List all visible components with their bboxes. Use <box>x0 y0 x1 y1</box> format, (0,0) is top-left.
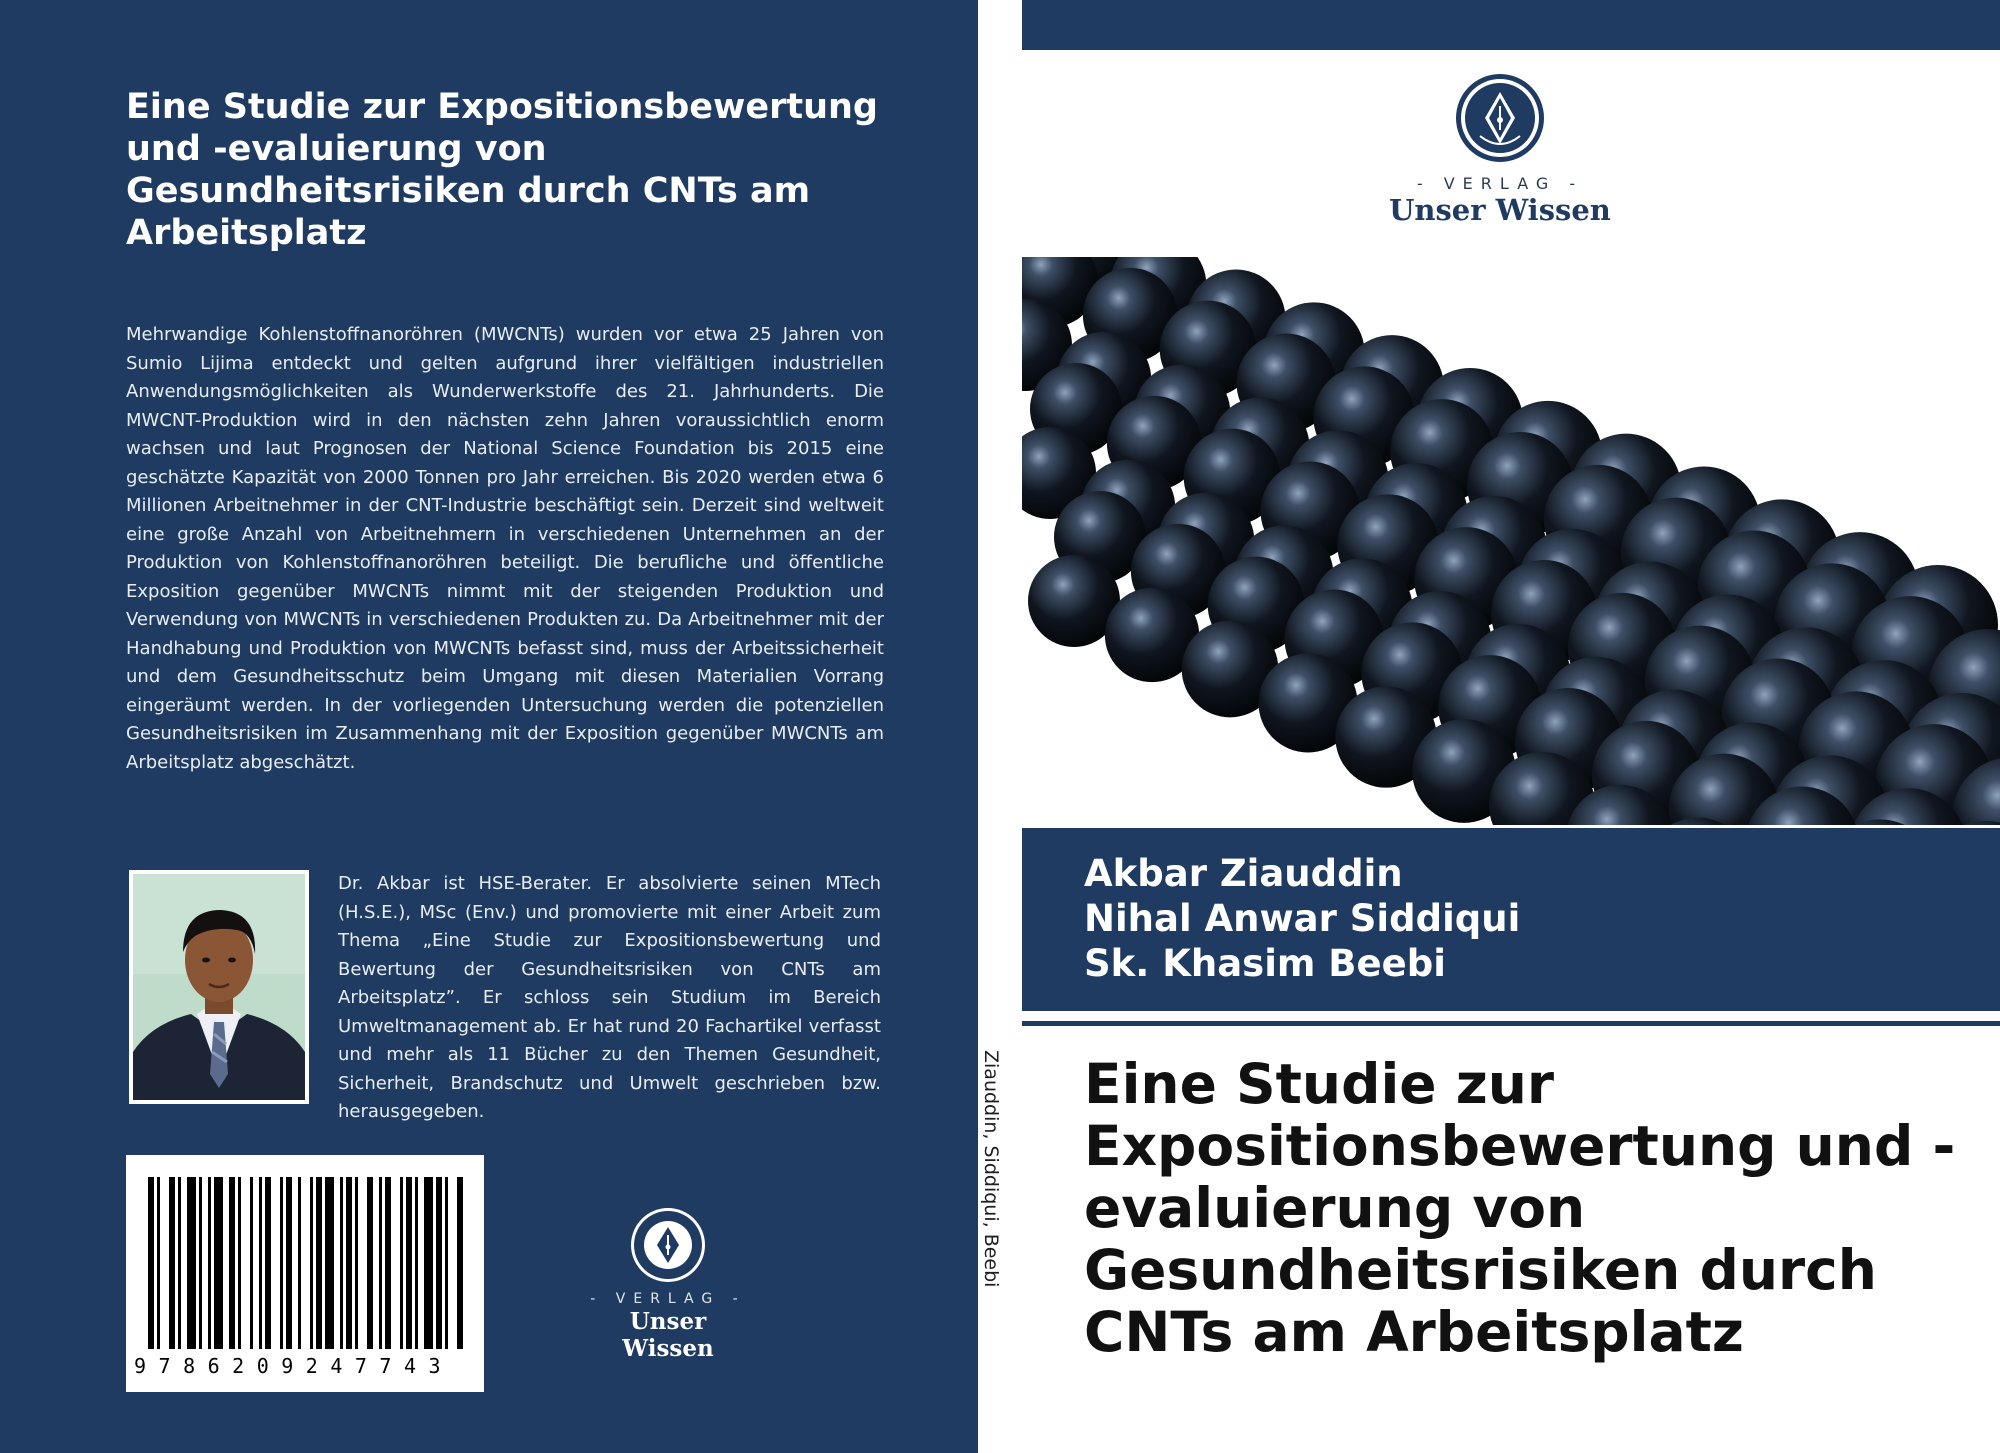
barcode-bar <box>445 1177 448 1349</box>
barcode-bar <box>250 1177 253 1349</box>
barcode-bar <box>367 1177 373 1349</box>
authors-band <box>1022 828 2000 1011</box>
back-publisher-logo <box>583 1205 753 1362</box>
barcode-bar <box>436 1177 442 1349</box>
author-name-3: Sk. Khasim Beebi <box>1084 942 1446 985</box>
back-logo-verlag: - VERLAG - <box>590 1291 746 1307</box>
front-logo-verlag: - VERLAG - <box>1416 174 1584 193</box>
barcode-bar <box>208 1177 211 1349</box>
back-cover <box>0 0 978 1453</box>
barcode-bar <box>385 1177 391 1349</box>
barcode-bar <box>406 1177 412 1349</box>
pen-nib-logo-icon <box>1380 72 1620 168</box>
divider-white <box>1022 1011 2000 1021</box>
isbn-barcode <box>126 1155 484 1392</box>
barcode-bar <box>355 1177 358 1349</box>
barcode-bar <box>379 1177 382 1349</box>
author-name-2: Nihal Anwar Siddiqui <box>1084 897 1521 940</box>
back-logo-name: Unser Wissen <box>622 1308 714 1362</box>
barcode-bar <box>400 1177 403 1349</box>
barcode-bar <box>214 1177 223 1349</box>
barcode-bar <box>280 1177 283 1349</box>
front-cover-title: Eine Studie zur Expositionsbewertung und -evaluierung von Gesundheitsrisiken durch CNTs am Arbeitsplatz <box>1084 1052 1956 1364</box>
barcode-bar <box>265 1177 271 1349</box>
barcode-bar <box>157 1177 160 1349</box>
back-cover-blurb: Mehrwandige Kohlenstoffnanoröhren (MWCNTs) wurden vor etwa 25 Jahren von Sumio Lijima entdeckt und gelten aufgrund ihrer vielfältigen industriellen Anwendungsmöglichkeiten als Wunderwerkstoffe des 21. Jahrhunderts. Die MWCNT-Produktion wird in den nächsten zehn Jahren voraussichtlich enorm wachsen und laut Prognosen der National Science Foundation bis 2015 eine geschätzte Kapazität von 2000 Tonnen pro Jahr erreichen. Bis 2020 werden etwa 6 Millionen Arbeitnehmer in der CNT-Industrie beschäftigt sein. Derzeit sind weltweit eine große Anzahl von Arbeitnehmern in verschiedenen Unternehmen an der Produktion von Kohlenstoffnanoröhren beteiligt. Die berufliche und öffentliche Exposition gegenüber MWCNTs nimmt mit der steigenden Produktion und Verwendung von MWCNTs in verschiedenen Produkten zu. Da Arbeitnehmer mit der Handhabung und Produktion von MWCNTs befasst sind, muss der Arbeitssicherheit und dem Gesundheitsschutz beim Umgang mit diesen Materialien Vorrang eingeräumt werden. In der vorliegenden Untersuchung werden die potenziellen Gesundheitsrisiken im Zusammenhang mit der Exposition gegenüber MWCNTs am Arbeitsplatz abgeschätzt. <box>126 324 884 773</box>
barcode-bar <box>148 1177 154 1349</box>
barcode-bar <box>229 1177 235 1349</box>
barcode-bar <box>316 1177 322 1349</box>
barcode-bar <box>187 1177 196 1349</box>
barcode-bar <box>325 1177 334 1349</box>
barcode-bar <box>346 1177 352 1349</box>
author-name-1: Akbar Ziauddin <box>1084 852 1403 895</box>
nanotube-spheres <box>1022 257 2000 825</box>
barcode-bar <box>238 1177 241 1349</box>
barcode-bar <box>178 1177 181 1349</box>
barcode-bar <box>259 1177 262 1349</box>
front-top-bar <box>1022 0 2000 50</box>
carbon-nanotube-illustration <box>1022 257 2000 825</box>
back-cover-title: Eine Studie zur Expositionsbewertung und -evaluierung von Gesundheitsrisiken durch CNTs am Arbeitsplatz <box>126 87 878 253</box>
spine-authors: Ziauddin, Siddiqui, Beebi <box>980 1050 1002 1288</box>
barcode-bar <box>199 1177 202 1349</box>
barcode-bars <box>126 1155 484 1355</box>
front-publisher-logo <box>1380 72 1620 227</box>
barcode-bar <box>286 1177 292 1349</box>
barcode-bar <box>457 1177 463 1349</box>
pen-nib-logo-icon <box>583 1205 753 1285</box>
divider-navy <box>1022 1021 2000 1026</box>
barcode-bar <box>310 1177 313 1349</box>
barcode-bar <box>340 1177 343 1349</box>
author-portrait <box>129 870 309 1104</box>
author-portrait-drawing <box>133 874 305 1100</box>
barcode-bar <box>424 1177 433 1349</box>
barcode-bar <box>415 1177 418 1349</box>
barcode-bar <box>298 1177 301 1349</box>
front-logo-name: Unser Wissen <box>1389 193 1611 227</box>
author-bio: Dr. Akbar ist HSE-Berater. Er absolvierte seinen MTech (H.S.E.), MSc (Env.) und promovierte mit einer Arbeit zum Thema „Eine Studie zur Expositionsbewertung und Bewertung der Gesundheitsrisiken von CNTs am Arbeitsplatz”. Er schloss sein Studium im Bereich Umweltmanagement ab. Er hat rund 20 Fachartikel verfasst und mehr als 11 Bücher zu den Themen Gesundheit, Sicherheit, Brandschutz und Umwelt geschrieben bzw. herausgegeben. <box>338 873 881 1122</box>
barcode-bar <box>169 1177 175 1349</box>
isbn-digits: 9786209247743 <box>134 1354 454 1378</box>
